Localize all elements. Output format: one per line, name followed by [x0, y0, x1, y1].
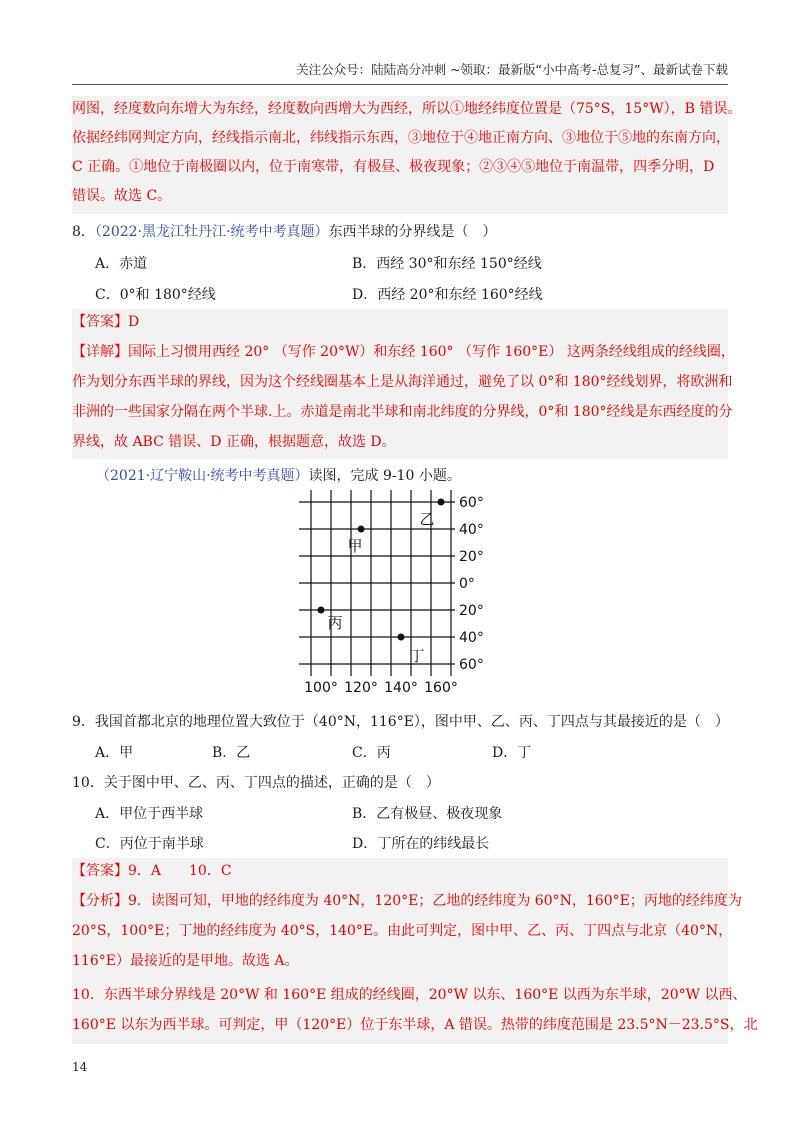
analysis-tag: 【分析】	[72, 893, 128, 909]
option-a: A．赤道	[95, 256, 148, 272]
latitude-tick-label: 20°	[459, 549, 484, 565]
latitude-tick-label: 40°	[459, 522, 484, 538]
lat-lon-grid-figure	[280, 488, 520, 700]
page-number: 14	[72, 1060, 88, 1074]
option-d: D．西经 20°和东经 160°经线	[352, 287, 543, 303]
grid-point-乙	[438, 499, 445, 506]
question-10	[72, 773, 728, 793]
option-d: D．丁所在的纬线最长	[352, 836, 490, 852]
option-d: D．丁	[492, 745, 532, 761]
grid-point-label: 丁	[409, 647, 425, 665]
prev-explanation-line: C 正确。①地位于南极圈以内，位于南寒带，有极昼、极夜现象；②③④⑤地位于南温带，四季分明，D	[72, 159, 715, 175]
question-number: 10．	[72, 775, 104, 791]
prev-explanation-line: 网图，经度数向东增大为东经，经度数向西增大为西经，所以①地经纬度位置是（75°S，15°W），B 错误。	[72, 101, 742, 117]
answer-tag: 【答案】	[72, 863, 128, 879]
question-stem: 关于图中甲、乙、丙、丁四点的描述，正确的是（ ）	[103, 775, 440, 791]
latitude-tick-label: 20°	[459, 603, 484, 619]
answer-q9-10	[72, 861, 728, 881]
grid-point-label: 乙	[419, 510, 435, 528]
group-source: （2021·辽宁鞍山·统考中考真题）	[96, 468, 309, 484]
group-intro	[96, 466, 728, 486]
analysis-line: 160°E 以东为西半球。可判定，甲（120°E）位于东半球，A 错误。热带的纬度范围是 23.5°N－23.5°S，北	[72, 1017, 758, 1033]
prev-explanation-line: 错误。故选 C。	[72, 188, 172, 204]
analysis-line: 【分析】9．读图可知，甲地的经纬度为 40°N，120°E；乙地的经纬度为 60°N，160°E；丙地的经纬度为	[72, 893, 742, 909]
latitude-tick-label: 40°	[459, 630, 484, 646]
grid-point-label: 丙	[327, 614, 343, 632]
longitude-tick-label: 140°	[384, 680, 418, 696]
question-number: 9．	[72, 714, 95, 730]
answer-value: D	[128, 314, 140, 330]
answer-q8	[72, 312, 728, 332]
question-stem: 东西半球的分界线是（ ）	[328, 224, 497, 240]
option-c: C．丙	[352, 745, 391, 761]
longitude-tick-label: 120°	[344, 680, 378, 696]
question-number: 8．	[72, 224, 95, 240]
option-c: C．0°和 180°经线	[95, 287, 216, 303]
detail-line: 界线，故 ABC 错误、D 正确，根据题意，故选 D。	[72, 434, 396, 450]
header-divider	[72, 84, 728, 85]
detail-line: 作为划分东西半球的界线，因为这个经线圈基本上是从海洋通过，避免了以 0°和 180°经线划界，将欧洲和	[72, 374, 733, 390]
option-b: B．西经 30°和东经 150°经线	[352, 256, 542, 272]
prev-explanation-line: 依据经纬网判定方向，经线指示南北，纬线指示东西，③地位于④地正南方向、③地位于⑤地的东南方向，	[72, 130, 730, 146]
detail-line: 【详解】国际上习惯用西经 20° （写作 20°W）和东经 160° （写作 160°E） 这两条经线组成的经线圈，	[72, 344, 735, 360]
latitude-tick-label: 60°	[459, 495, 484, 511]
option-a: A．甲	[95, 745, 134, 761]
answer-tag: 【答案】	[72, 314, 128, 330]
grid-point-丁	[398, 634, 405, 641]
question-source: （2022·黑龙江牡丹江·统考中考真题）	[94, 224, 329, 240]
option-c: C．丙位于南半球	[95, 836, 204, 852]
question-9	[72, 712, 728, 732]
grid-point-丙	[318, 607, 325, 614]
analysis-line: 116°E）最接近的是甲地。故选 A。	[72, 953, 299, 969]
answer-value: 9．A 10．C	[128, 863, 232, 879]
grid-point-label: 甲	[347, 537, 363, 555]
option-b: B．乙有极昼、极夜现象	[352, 806, 503, 822]
latitude-tick-label: 0°	[459, 576, 475, 592]
longitude-tick-label: 160°	[424, 680, 458, 696]
option-a: A．甲位于西半球	[95, 806, 204, 822]
group-intro-text: 读图，完成 9-10 小题。	[308, 468, 461, 484]
question-8	[72, 222, 728, 242]
grid-point-甲	[358, 526, 365, 533]
latitude-tick-label: 60°	[459, 657, 484, 673]
page-header: 关注公众号：陆陆高分冲刺 ~领取：最新版“小中高考-总复习”、最新试卷下载	[296, 62, 728, 77]
analysis-line: 20°S，100°E；丁地的经纬度为 40°S，140°E。由此可判定，图中甲、乙、丙、丁四点与北京（40°N，	[72, 923, 733, 939]
question-stem: 我国首都北京的地理位置大致位于（40°N，116°E），图中甲、乙、丙、丁四点与其最接近的是（ ）	[94, 714, 729, 730]
detail-tag: 【详解】	[72, 344, 128, 360]
longitude-tick-label: 100°	[304, 680, 338, 696]
analysis-line: 10．东西半球分界线是 20°W 和 160°E 组成的经线圈，20°W 以东、160°E 以西为东半球，20°W 以西、	[72, 987, 747, 1003]
detail-line: 非洲的一些国家分隔在两个半球.上。赤道是南北半球和南北纬度的分界线，0°和 180°经线是东西经度的分	[72, 404, 733, 420]
option-b: B．乙	[212, 745, 251, 761]
